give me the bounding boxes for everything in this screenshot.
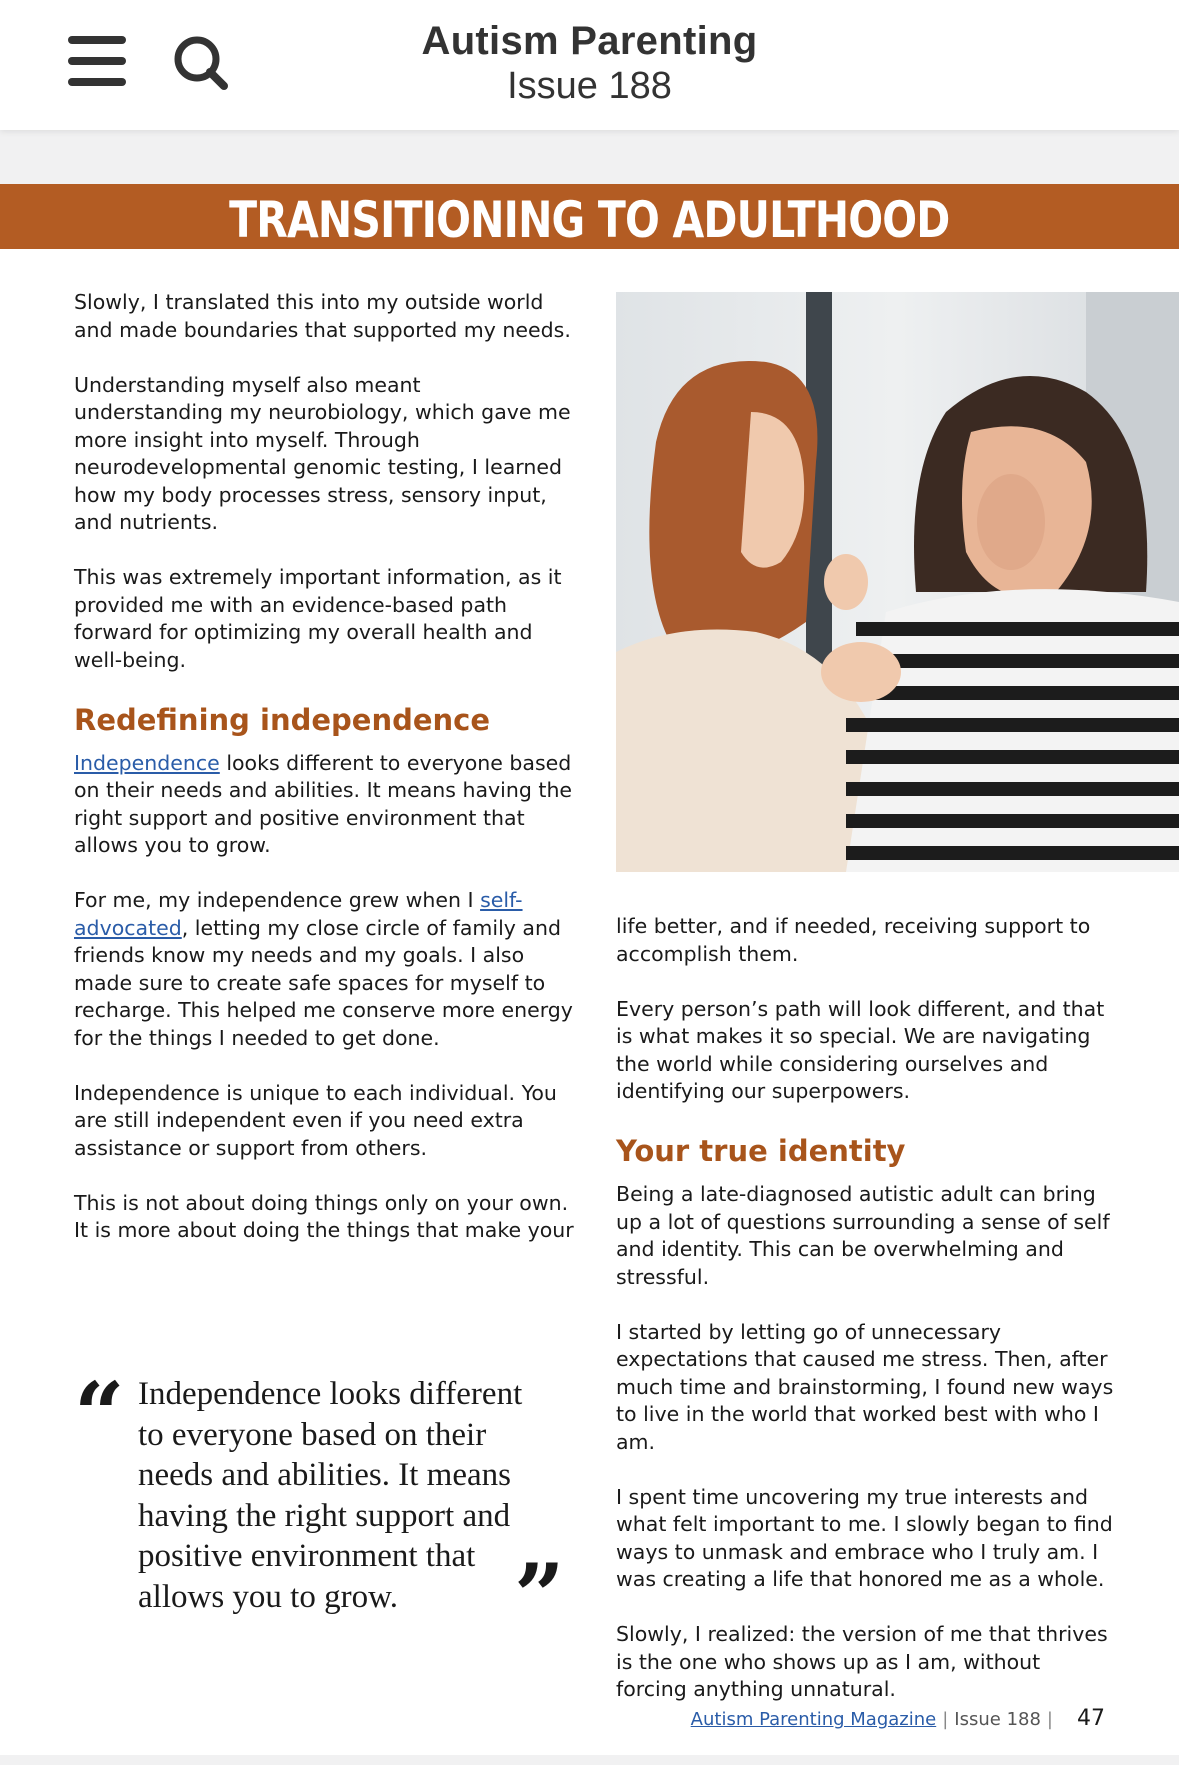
section-heading: Your true identity bbox=[616, 1134, 906, 1168]
paragraph: I spent time uncovering my true interests and what felt important to me. I slowly began to find ways to unmask and embrace who I truly am. I was creating a life that honored me as a whole. bbox=[616, 1484, 1113, 1591]
footer-issue: Issue 188 bbox=[954, 1709, 1041, 1730]
paragraph: Being a late-diagnosed autistic adult can bring up a lot of questions surrounding a sense of self and identity. This can be overwhelming and stressful. bbox=[616, 1182, 1110, 1289]
open-quote-icon: “ bbox=[74, 1362, 125, 1466]
independence-link[interactable]: Independence bbox=[74, 750, 220, 775]
paragraph: I started by letting go of unnecessary expectations that caused me stress. Then, after much time and brainstorming, I found new ways to live in the world that worked best with who I am. bbox=[616, 1319, 1114, 1454]
page-gap bbox=[0, 130, 1179, 184]
paragraph: Independence looks different to everyone based on their needs and abilities. It means having the right support and positive environment that allows you to grow. bbox=[74, 750, 573, 857]
section-heading: Redefining independence bbox=[74, 702, 491, 737]
paragraph: This was extremely important information, as it provided me with an evidence-based path forward for optimizing my overall health and well-being. bbox=[74, 565, 562, 672]
bottom-strip bbox=[0, 1755, 1179, 1765]
page-number: 47 bbox=[1077, 1706, 1105, 1731]
banner-title: TRANSITIONING TO ADULTHOOD bbox=[229, 191, 950, 249]
paragraph: This is not about doing things only on your own. It is more about doing the things that make your bbox=[74, 1190, 574, 1242]
article-photo bbox=[616, 292, 1179, 872]
app-bar bbox=[0, 0, 1179, 130]
self-advocated-link[interactable]: self-advocated bbox=[74, 888, 523, 940]
section-banner bbox=[0, 184, 1179, 249]
right-column bbox=[616, 913, 1116, 1731]
paragraph: For me, my independence grew when I self-advocated, letting my close circle of family and friends know my needs and my goals. I also made sure to create safe spaces for myself to recharge. This helped me conserve more energy for the things I needed to get done. bbox=[74, 888, 573, 1050]
footer-separator: | bbox=[942, 1709, 949, 1730]
app-title-block bbox=[0, 18, 1179, 108]
pull-quote-text: Independence looks different to everyone based on their needs and abilities. It means having the right support and positive environment that allows you to grow. bbox=[138, 1376, 523, 1615]
issue-subtitle: Issue 188 bbox=[507, 65, 672, 107]
footer-separator: | bbox=[1046, 1709, 1053, 1730]
app-title: Autism Parenting bbox=[421, 19, 758, 63]
close-quote-icon: ” bbox=[514, 1544, 565, 1648]
pull-quote bbox=[74, 1362, 574, 1648]
paragraph: life better, and if needed, receiving support to accomplish them. bbox=[616, 914, 1091, 966]
paragraph: Slowly, I realized: the version of me that thrives is the one who shows up as I am, without forcing anything unnatural. bbox=[616, 1622, 1108, 1701]
magazine-link[interactable]: Autism Parenting Magazine bbox=[690, 1709, 937, 1730]
paragraph: Every person’s path will look different, and that is what makes it so special. We are navigating the world while considering ourselves and identifying our superpowers. bbox=[616, 996, 1105, 1103]
paragraph: Understanding myself also meant understanding my neurobiology, which gave me more insight into myself. Through neurodevelopmental genomic testing, I learned how my body processes stress, sensory input, and nutrients. bbox=[74, 372, 571, 534]
left-column bbox=[74, 289, 574, 1272]
magazine-page[interactable] bbox=[0, 184, 1179, 1755]
paragraph: Independence is unique to each individual. You are still independent even if you need extra assistance or support from others. bbox=[74, 1080, 557, 1160]
paragraph: Slowly, I translated this into my outside world and made boundaries that supported my needs. bbox=[74, 290, 571, 342]
page-footer bbox=[691, 1706, 1105, 1731]
